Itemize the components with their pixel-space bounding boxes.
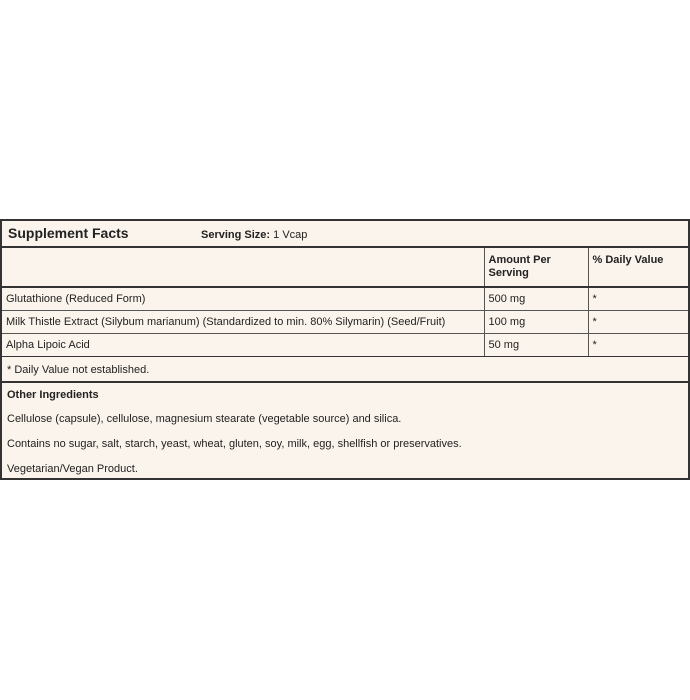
serving-size-value: 1 Vcap	[273, 229, 308, 241]
ingredient-amount: 500 mg	[484, 287, 588, 310]
ingredient-amount: 100 mg	[484, 310, 588, 333]
facts-table	[2, 248, 688, 357]
table-row	[2, 333, 688, 356]
supplement-facts-panel	[0, 219, 690, 480]
ingredient-daily-value: *	[588, 333, 688, 356]
ingredient-amount: 50 mg	[484, 333, 588, 356]
table-row	[2, 287, 688, 310]
other-ingredients-heading: Other Ingredients	[7, 389, 99, 401]
header-amount-cell	[484, 248, 588, 287]
table-header-row	[2, 248, 688, 287]
header-ingredient-cell	[2, 248, 484, 287]
ingredient-daily-value: *	[588, 310, 688, 333]
serving-size-label: Serving Size:	[201, 229, 271, 241]
header-daily-value: % Daily Value	[588, 248, 688, 287]
other-ingredients-line: Vegetarian/Vegan Product.	[7, 463, 138, 475]
other-ingredients-line: Contains no sugar, salt, starch, yeast, wheat, gluten, soy, milk, egg, shellfish or preservatives.	[7, 438, 462, 450]
header-amount-line1: Amount Per	[488, 254, 551, 266]
serving-size	[201, 229, 307, 241]
ingredient-name: Alpha Lipoic Acid	[2, 333, 484, 356]
table-row	[2, 310, 688, 333]
ingredient-name: Milk Thistle Extract (Silybum marianum) (Standardized to min. 80% Silymarin) (Seed/Fruit)	[2, 310, 484, 333]
facts-header	[2, 221, 688, 248]
daily-value-footnote: * Daily Value not established.	[2, 359, 688, 383]
ingredient-name: Glutathione (Reduced Form)	[2, 287, 484, 310]
header-amount-line2: Serving	[488, 267, 529, 279]
other-ingredients-line: Cellulose (capsule), cellulose, magnesium stearate (vegetable source) and silica.	[7, 413, 402, 425]
ingredient-daily-value: *	[588, 287, 688, 310]
facts-title: Supplement Facts	[8, 225, 129, 241]
